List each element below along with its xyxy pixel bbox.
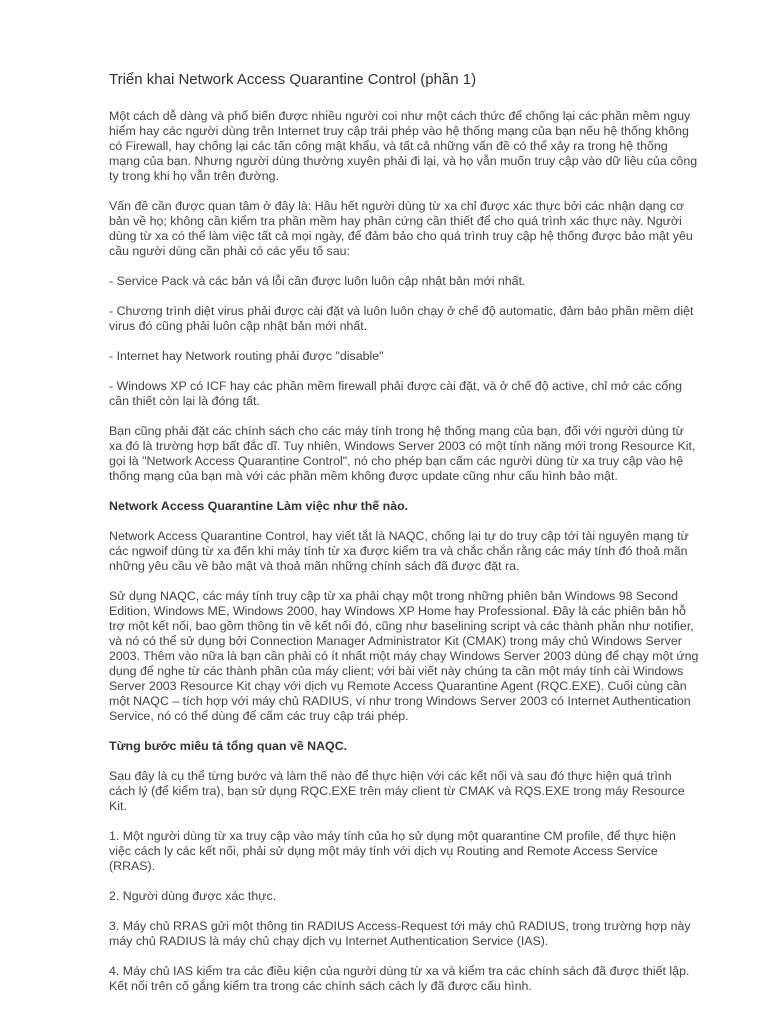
step-1: 1. Một người dùng từ xa truy cập vào máy tính của họ sử dụng một quarantine CM profile, để thực hiện việc cách ly các kết nối, phải sử dụng một máy tính với dịch vụ Routing and Remote Access Service (RRAS).	[109, 829, 676, 873]
list-item-firewall: - Windows XP có ICF hay các phần mềm firewall phải được cài đặt, và ở chế độ active, chỉ mở các cổng cần thiết còn lại là đóng tất.	[109, 379, 683, 408]
document-page	[109, 70, 699, 1009]
step-3: 3. Máy chủ RRAS gửi một thông tin RADIUS Access-Request tới máy chủ RADIUS, trong trường hợp này máy chủ RADIUS là máy chủ chạy dịch vụ Internet Authentication Service (IAS).	[109, 919, 691, 948]
paragraph-naqc-definition: Network Access Quarantine Control, hay viết tắt là NAQC, chống lại tự do truy cập tới tài nguyên mạng từ các ngwoif dùng từ xa đến khi máy tính từ xa được kiểm tra và chắc chắn rằng các máy tính đó thoả mãn những yêu cầu về bảo mật và thoả mãn những chính sách đã được đặt ra.	[109, 529, 689, 573]
paragraph-steps-intro: Sau đây là cụ thể từng bước và làm thế nào để thực hiện với các kết nối và sau đó thực hiện quá trình cách lý (để kiểm tra), bạn sử dụng RQC.EXE trên máy client từ CMAK và RQS.EXE trong máy Resource Kit.	[109, 769, 685, 813]
paragraph-policies: Bạn cũng phải đặt các chính sách cho các máy tính trong hệ thống mạng của bạn, đối với người dùng từ xa đó là trường hợp bất đắc dĩ. Tuy nhiên, Windows Server 2003 có một tính năng mới trong Resource Kit, gọi là "Network Access Quarantine Control", nó cho phép bạn cấm các người dùng từ xa truy cập vào hệ thống mạng của bạn mà với các phần mềm không được update cũng như cấu hình bảo mật.	[109, 424, 696, 483]
step-4: 4. Máy chủ IAS kiểm tra các điều kiện của người dùng từ xa và kiểm tra các chính sách đã được thiết lập. Kết nối trên cố gắng kiểm tra trong các chính sách cách ly đã được cấu hình.	[109, 964, 690, 993]
document-title: Triển khai Network Access Quarantine Control (phần 1)	[109, 71, 477, 88]
section-heading-overview: Từng bước miêu tả tổng quan về NAQC.	[109, 739, 348, 753]
list-item-routing: - Internet hay Network routing phải được "disable"	[109, 349, 384, 363]
paragraph-naqc-requirements: Sử dụng NAQC, các máy tính truy cập từ xa phải chạy một trong những phiên bản Windows 98 Second Edition, Windows ME, Windows 2000, hay Windows XP Home hay Professional. Đây là các phiên bản hỗ trợ một kết nối, bao gồm thông tin về kết nối đó, cũng như baselining script và các thành phần như notifier, và nó có thể sử dụng bởi Connection Manager Administrator Kit (CMAK) trong máy chủ Windows Server 2003. Thêm vào nữa là bạn cần phải có ít nhất một máy chạy Windows Server 2003 dùng để chạy một ứng dụng để nghe từ các thành phần của máy client; với bài viết này chúng ta cần một máy tính cài Windows Server 2003 Resource Kit chạy với dịch vụ Remote Access Quarantine Agent (RQC.EXE). Cuối cùng cần một NAQC – tích hợp với máy chủ RADIUS, ví như trong Windows Server 2003 có Internet Authentication Service, nó có thể dùng để cấm các truy cập trái phép.	[109, 589, 699, 723]
list-item-service-pack: - Service Pack và các bản vá lỗi cần được luôn luôn cập nhật bản mới nhất.	[109, 274, 526, 288]
paragraph-intro: Một cách dễ dàng và phổ biến được nhiều người coi như một cách thức để chống lại các phần mềm nguy hiểm hay các người dùng trên Internet truy cập trái phép vào hệ thống mạng của bạn nếu hệ thống không có Firewall, hay chống lại các tấn công mật khẩu, và tất cả những vấn đề có thể xảy ra trong hệ thống mạng của bạn. Nhưng người dùng thường xuyên phải đi lại, và họ vẫn muốn truy cập vào dữ liệu của công ty trong khi họ vẫn trên đường.	[109, 109, 698, 183]
paragraph-concern: Vấn đề cần được quan tâm ở đây là: Hầu hết người dùng từ xa chỉ được xác thực bởi các nhận dạng cơ bản về họ; không cần kiểm tra phần mềm hay phần cứng cần thiết để cho quá trình xác thực này. Người dùng từ xa có thể làm việc tất cả mọi ngày, để đảm bảo cho quá trình truy cập hệ thống được bảo mật yêu cầu người dùng cần phải có các yếu tố sau:	[109, 199, 693, 258]
list-item-antivirus: - Chương trình diệt virus phải được cài đặt và luôn luôn chạy ở chế độ automatic, đảm bảo phần mềm diệt virus đó cũng phải luôn cập nhật bản mới nhất.	[109, 304, 694, 333]
section-heading-how-it-works: Network Access Quarantine Làm việc như thế nào.	[109, 499, 409, 513]
step-2: 2. Người dùng được xác thực.	[109, 889, 277, 903]
